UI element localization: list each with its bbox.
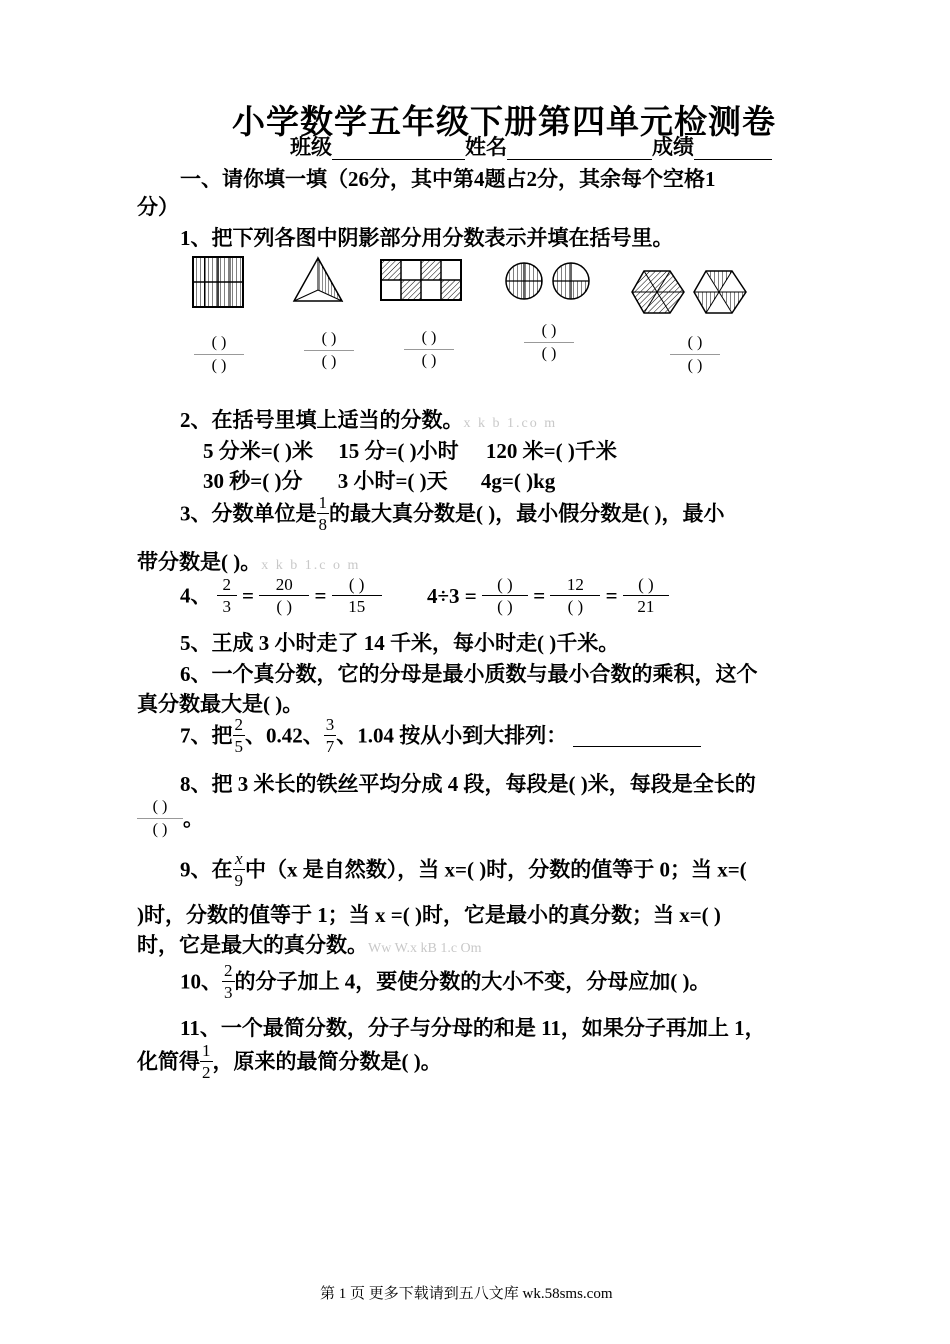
equals-sign: = [533,583,546,608]
watermark: x k b 1.c o m [261,558,361,573]
fraction [217,576,237,615]
denominator: 5 [234,737,243,756]
question-9-line-2: )时，分数的值等于 1；当 x =( )时，它是最小的真分数；当 x=( ) [137,903,721,927]
fraction[interactable] [550,576,600,615]
denominator: 8 [318,515,327,534]
question-11-line-2 [137,1042,442,1081]
numerator: 2 [234,715,243,734]
denominator: 15 [348,597,366,616]
question-7-pre: 7、把 [180,723,233,748]
class-label: 班级 [290,135,332,159]
question-8: 8、把 3 米长的铁丝平均分成 4 段，每段是( )米，每段是全长的 [180,772,756,796]
answer-fraction-5[interactable] [670,335,720,374]
question-11-pre: 化简得 [137,1049,200,1074]
score-label: 成绩 [652,135,694,159]
question-7-post: 、1.04 按从小到大排列： [336,723,568,748]
conversion-item: 5 分米=( )米 [203,439,313,463]
question-6: 6、一个真分数，它的分母是最小质数与最小合数的乘积，这个 [180,662,758,686]
fraction[interactable] [623,576,669,615]
question-9 [180,850,747,889]
question-10 [180,962,711,1001]
student-info-line [290,134,772,160]
question-10-pre: 10、 [180,969,222,994]
question-2-row-2 [203,468,555,494]
watermark: x k b 1.co m [463,416,558,431]
numerator: 1 [318,493,327,512]
answer-fraction-2[interactable] [304,331,354,370]
answer-numerator: ( ) [404,330,454,350]
equals-sign: = [314,583,327,608]
answer-fraction-1[interactable] [194,335,244,374]
figure-rectangle-grid [380,259,462,301]
answer-denominator: ( ) [321,353,337,370]
fraction-x-over-9 [233,850,246,889]
conversion-item: 30 秒=( )分 [203,469,303,493]
figure-square-shaded [192,256,244,308]
answer-numerator: ( ) [194,335,244,355]
denominator: ( ) [276,597,292,616]
fraction [222,962,235,1001]
denominator: 3 [222,597,231,616]
ordering-answer-field[interactable] [573,724,701,747]
question-10-post: 的分子加上 4，要使分数的大小不变，分母应加( )。 [234,969,711,994]
question-4 [180,576,669,615]
question-3-pre: 3、分数单位是 [180,501,317,526]
numerator: 2 [217,576,237,596]
question-3-line-2 [137,549,360,579]
question-11: 11、一个最简分数，分子与分母的和是 11，如果分子再加上 1， [180,1016,766,1040]
answer-numerator: ( ) [137,799,183,819]
answer-fraction[interactable] [137,799,183,838]
name-label: 姓名 [465,135,507,159]
question-1: 1、把下列各图中阴影部分用分数表示并填在括号里。 [180,226,674,250]
fraction[interactable] [332,576,382,615]
question-9-line-3-text: 时，它是最大的真分数。 [137,933,368,957]
score-field[interactable] [694,137,772,160]
numerator: 12 [550,576,600,596]
denominator: 2 [202,1063,211,1082]
answer-numerator: ( ) [670,335,720,355]
answer-denominator: ( ) [152,821,168,838]
question-9-line-3 [137,932,482,962]
equals-sign: = [242,583,254,608]
denominator: 7 [325,737,335,756]
conversion-item: 4g=( )kg [480,469,556,493]
figure-hexagons [630,268,748,316]
denominator: 21 [637,597,655,616]
denominator: 9 [234,871,243,890]
question-9-post: 中（x 是自然数），当 x=( )时，分数的值等于 0；当 x=( [245,857,747,882]
question-3-line-2-text: 带分数是( )。 [137,550,262,574]
name-field[interactable] [507,137,652,160]
question-2 [180,407,557,437]
conversion-item: 120 米=( )千米 [485,439,617,463]
numerator: 3 [325,715,335,734]
answer-numerator: ( ) [524,323,574,343]
conversion-item: 3 小时=( )天 [337,469,448,493]
numerator: ( ) [482,576,528,596]
question-7 [180,716,701,755]
answer-denominator: ( ) [687,357,703,374]
question-7-mid: 、0.42、 [245,723,324,748]
denominator: ( ) [567,597,584,616]
numerator: 20 [259,576,309,596]
division-expression: 4÷3 = [426,583,477,608]
equals-sign: = [605,583,618,608]
fraction-one-half [200,1042,213,1081]
denominator: 3 [224,983,233,1002]
fraction-one-eighth [317,494,330,533]
numerator: ( ) [623,576,669,596]
section-heading-cont: 分） [137,195,179,219]
numerator: 1 [202,1041,211,1060]
answer-denominator: ( ) [421,352,437,369]
class-field[interactable] [332,137,465,160]
figure-circles [505,261,591,301]
answer-numerator: ( ) [304,331,354,351]
answer-fraction-3[interactable] [404,330,454,369]
conversion-item: 15 分=( )小时 [338,439,459,463]
period: 。 [183,806,204,831]
question-2-text: 2、在括号里填上适当的分数。 [180,408,464,432]
figure-triangle-shaded [292,256,344,304]
numerator: 2 [224,961,233,980]
question-9-pre: 9、在 [180,857,233,882]
question-6-line-2: 真分数最大是( )。 [137,692,304,716]
denominator: ( ) [497,597,513,616]
fraction [233,716,246,755]
question-3-post: 的最大真分数是( )，最小假分数是( )，最小 [329,501,725,526]
question-8-fraction-line [137,799,204,838]
fraction[interactable] [259,576,309,615]
watermark: Ww W.x kB 1.c Om [368,941,482,956]
question-3 [180,494,724,533]
answer-fraction-4[interactable] [524,323,574,362]
question-2-row-1 [203,438,617,464]
question-11-post: ，原来的最简分数是( )。 [212,1049,442,1074]
page-footer: 第 1 页 更多下载请到五八文库 wk.58sms.com [320,1286,613,1302]
page-title: 小学数学五年级下册第四单元检测卷 [232,105,776,141]
fraction [324,716,337,755]
answer-denominator: ( ) [541,345,557,362]
answer-denominator: ( ) [211,357,227,374]
numerator: ( ) [332,576,382,596]
numerator: x [233,850,246,870]
question-4-label: 4、 [180,583,212,608]
section-heading: 一、请你填一填（26分，其中第4题占2分，其余每个空格1 [180,167,716,191]
question-5: 5、王成 3 小时走了 14 千米，每小时走( )千米。 [180,631,620,655]
fraction[interactable] [482,576,528,615]
